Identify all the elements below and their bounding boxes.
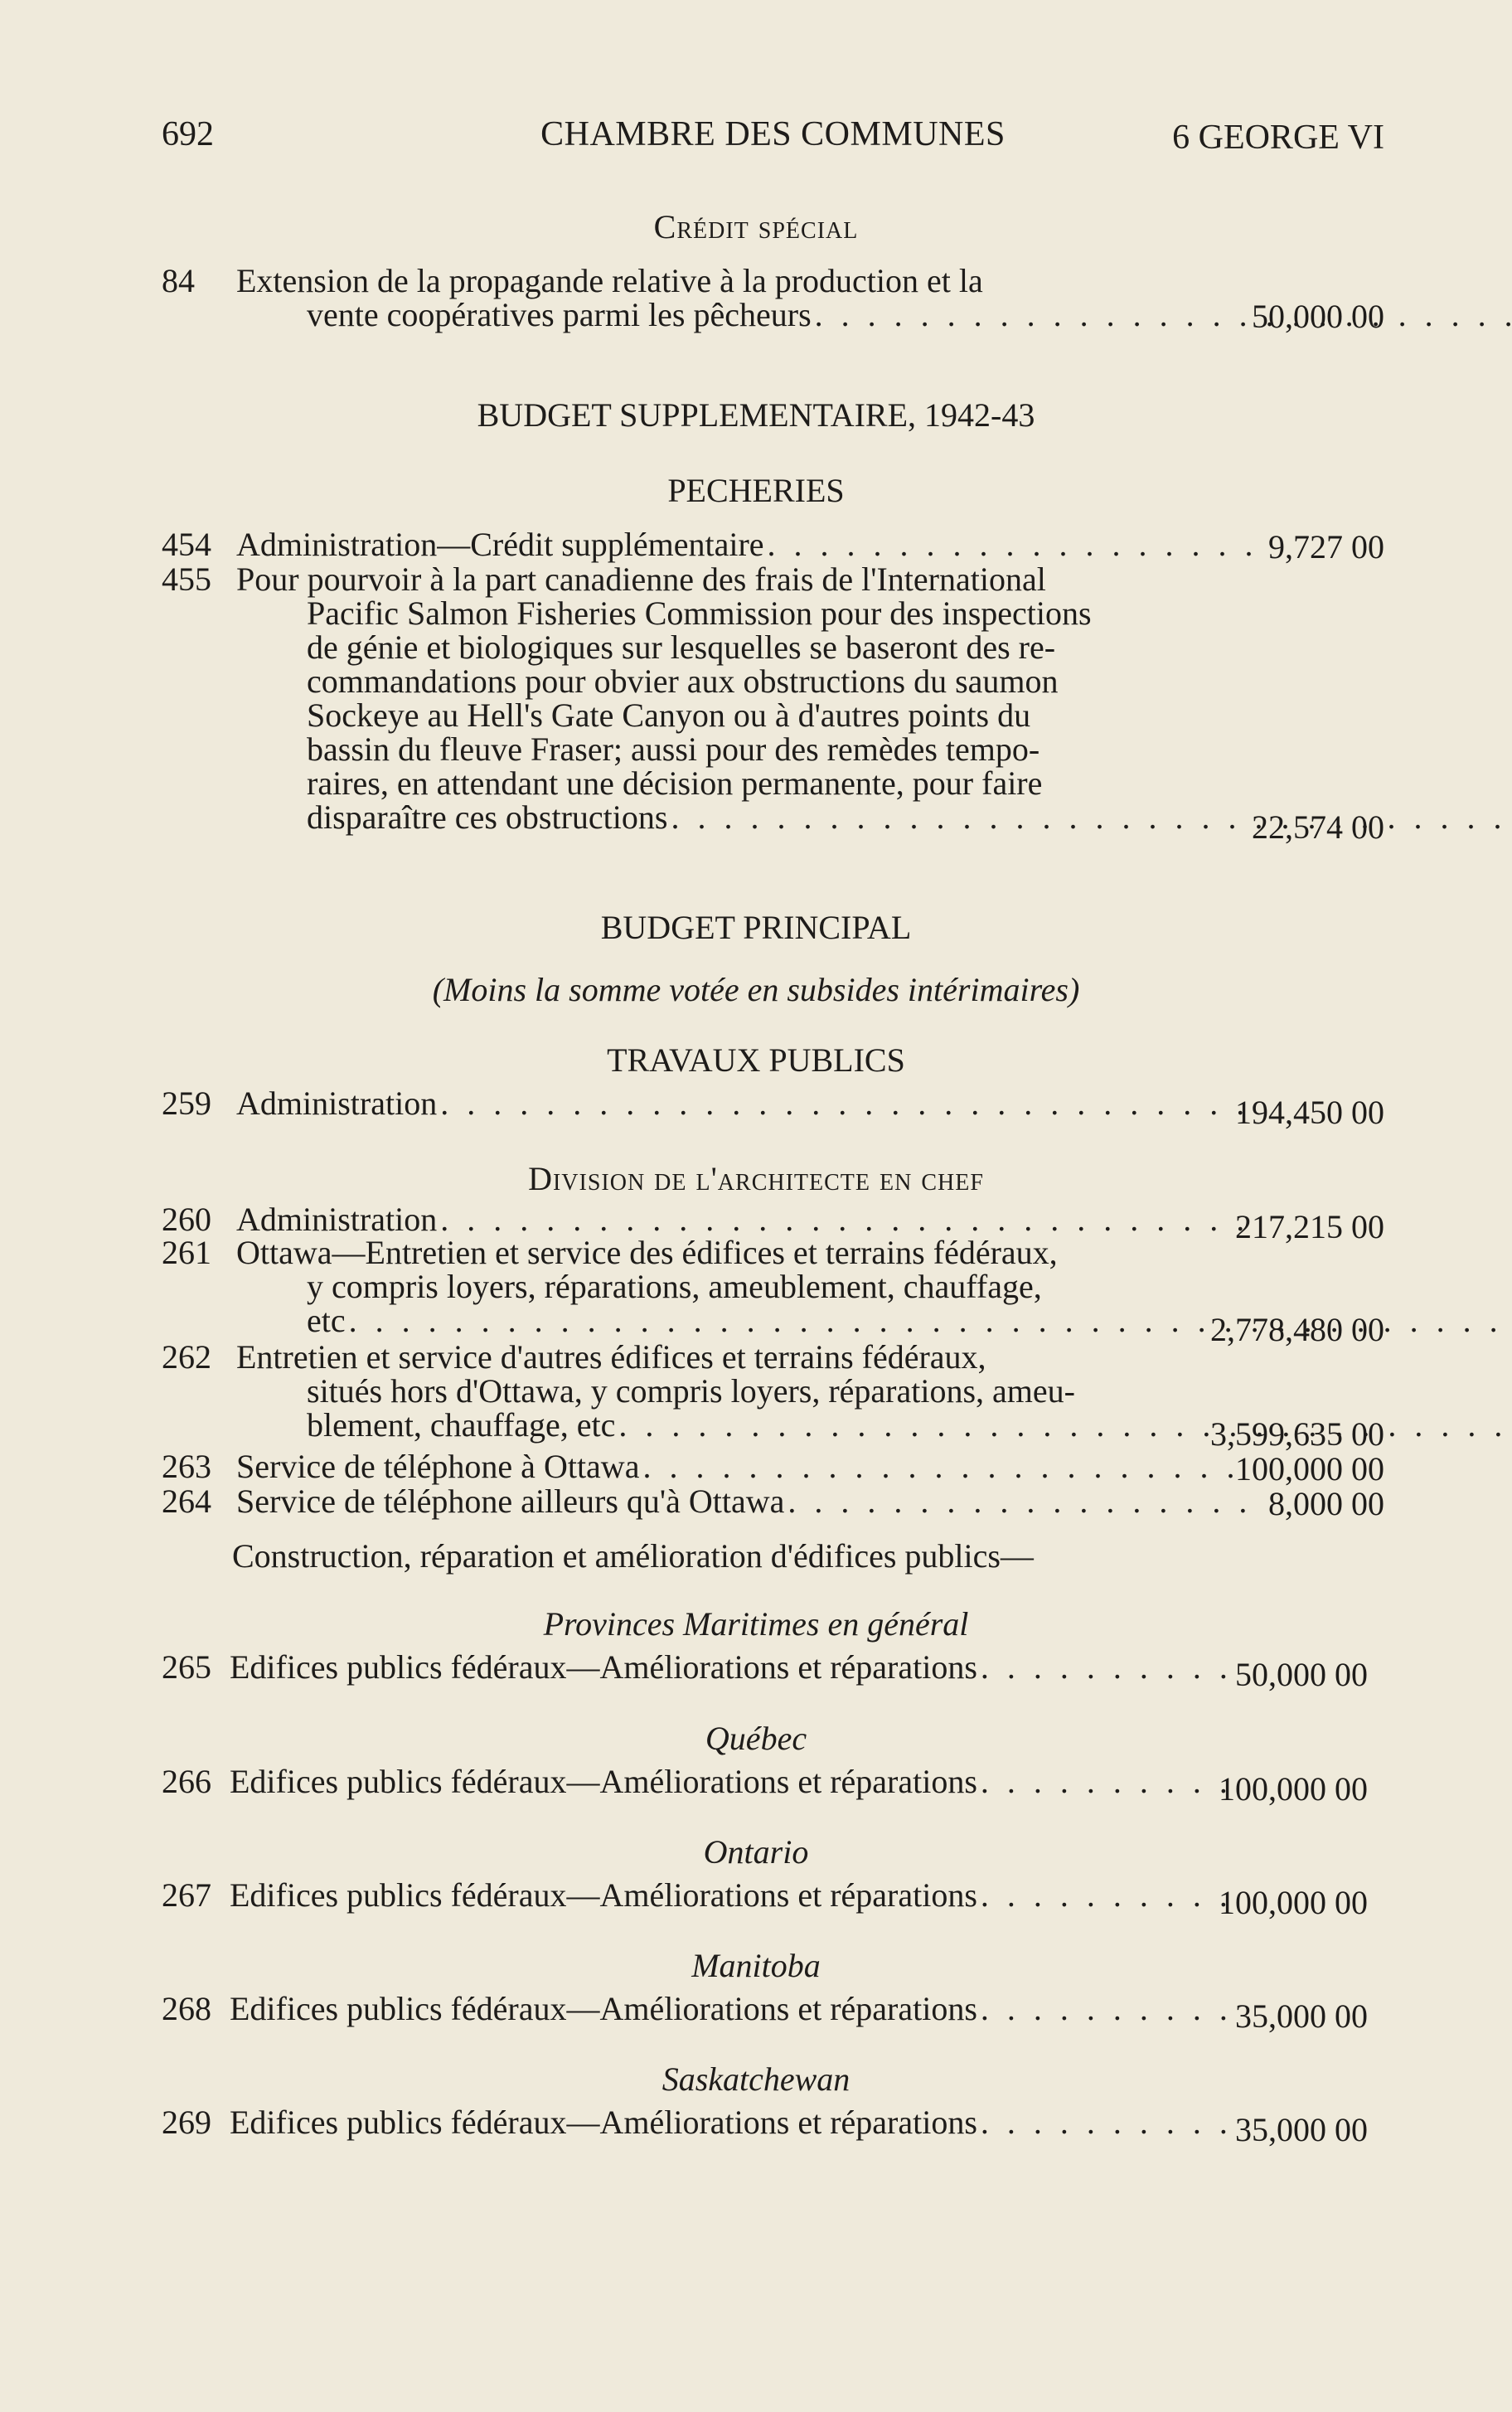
item-265: 265 Edifices publics fédéraux—Améliorations et réparations . . . 50,000 00: [162, 1650, 1384, 1691]
item-description: Extension de la propagande relative à la production et la vente coopératives parmi les pêcheurs. . .: [236, 264, 1256, 332]
item-amount: 50,000 00: [1252, 298, 1384, 335]
budget-principal-subheading: (Moins la somme votée en subsides intérimaires): [432, 971, 1080, 1008]
item-269: 269 Edifices publics fédéraux—Améliorations et réparations . . . 35,000 00: [162, 2105, 1384, 2147]
header-reign: 6 GEORGE VI: [1172, 119, 1384, 157]
item-260: 260 Administration . . . 217,215 00: [162, 1202, 1384, 1244]
travaux-publics-heading: TRAVAUX PUBLICS: [607, 1041, 905, 1079]
region-heading: Saskatchewan: [662, 2060, 850, 2098]
item-84: [162, 264, 1384, 333]
item-262: 262 Entretien et service d'autres édifices et terrains fédéraux, situés hors d'Ottawa, y compris loyers, réparations, ameu- blement, chauffage, etc. . . 3,599,635 00: [162, 1340, 1384, 1451]
region-heading: Manitoba: [691, 1947, 821, 1984]
item-267: 267 Edifices publics fédéraux—Améliorations et réparations . . . 100,000 00: [162, 1878, 1384, 1919]
page-number: 692: [162, 115, 214, 153]
credit-special-heading: Crédit spécial: [653, 208, 859, 245]
item-264: 264 Service de téléphone ailleurs qu'à Ottawa . . . 8,000 00: [162, 1484, 1384, 1521]
budget-supplementaire-heading: BUDGET SUPPLEMENTAIRE, 1942-43: [477, 396, 1035, 434]
region-heading: Ontario: [703, 1833, 809, 1871]
item-259: 259 Administration . . . 194,450 00: [162, 1086, 1384, 1129]
pecheries-heading: PECHERIES: [667, 472, 845, 509]
budget-principal-heading: BUDGET PRINCIPAL: [600, 909, 912, 946]
running-header: [162, 114, 1384, 164]
region-heading: Québec: [705, 1720, 807, 1757]
item-268: 268 Edifices publics fédéraux—Améliorations et réparations . . . 35,000 00: [162, 1992, 1384, 2033]
item-number: 84: [162, 262, 195, 299]
item-266: 266 Edifices publics fédéraux—Améliorations et réparations . . . 100,000 00: [162, 1764, 1384, 1806]
item-261: 261 Ottawa—Entretien et service des édifices et terrains fédéraux, y compris loyers, réparations, ameublement, chauffage, etc. . . 2,778,480 00: [162, 1235, 1384, 1347]
construction-line: Construction, réparation et amélioration d'édifices publics—: [232, 1537, 1034, 1575]
item-455: 455 Pour pourvoir à la part canadienne des frais de l'International Pacific Salmon Fisheries Commission pour des inspections de génie et biologiques sur lesquelles se baseront des re- commandations pour obvier aux obstructions du saumon Sockeye au Hell's Gate Canyon ou à d'autres points du bassin du fleuve Fraser; aussi pour des remèdes tempo- raires, en attendant une décision permanente, pour faire disparaître ces obstructions. . . 22,574 00: [162, 562, 1384, 844]
header-title: CHAMBRE DES COMMUNES: [540, 115, 1006, 153]
division-heading: Division de l'architecte en chef: [528, 1160, 984, 1197]
region-heading: Provinces Maritimes en général: [543, 1605, 969, 1643]
item-454: 454 Administration—Crédit supplémentaire . . . 9,727 00: [162, 527, 1384, 564]
item-263: 263 Service de téléphone à Ottawa . . . 100,000 00: [162, 1449, 1384, 1486]
